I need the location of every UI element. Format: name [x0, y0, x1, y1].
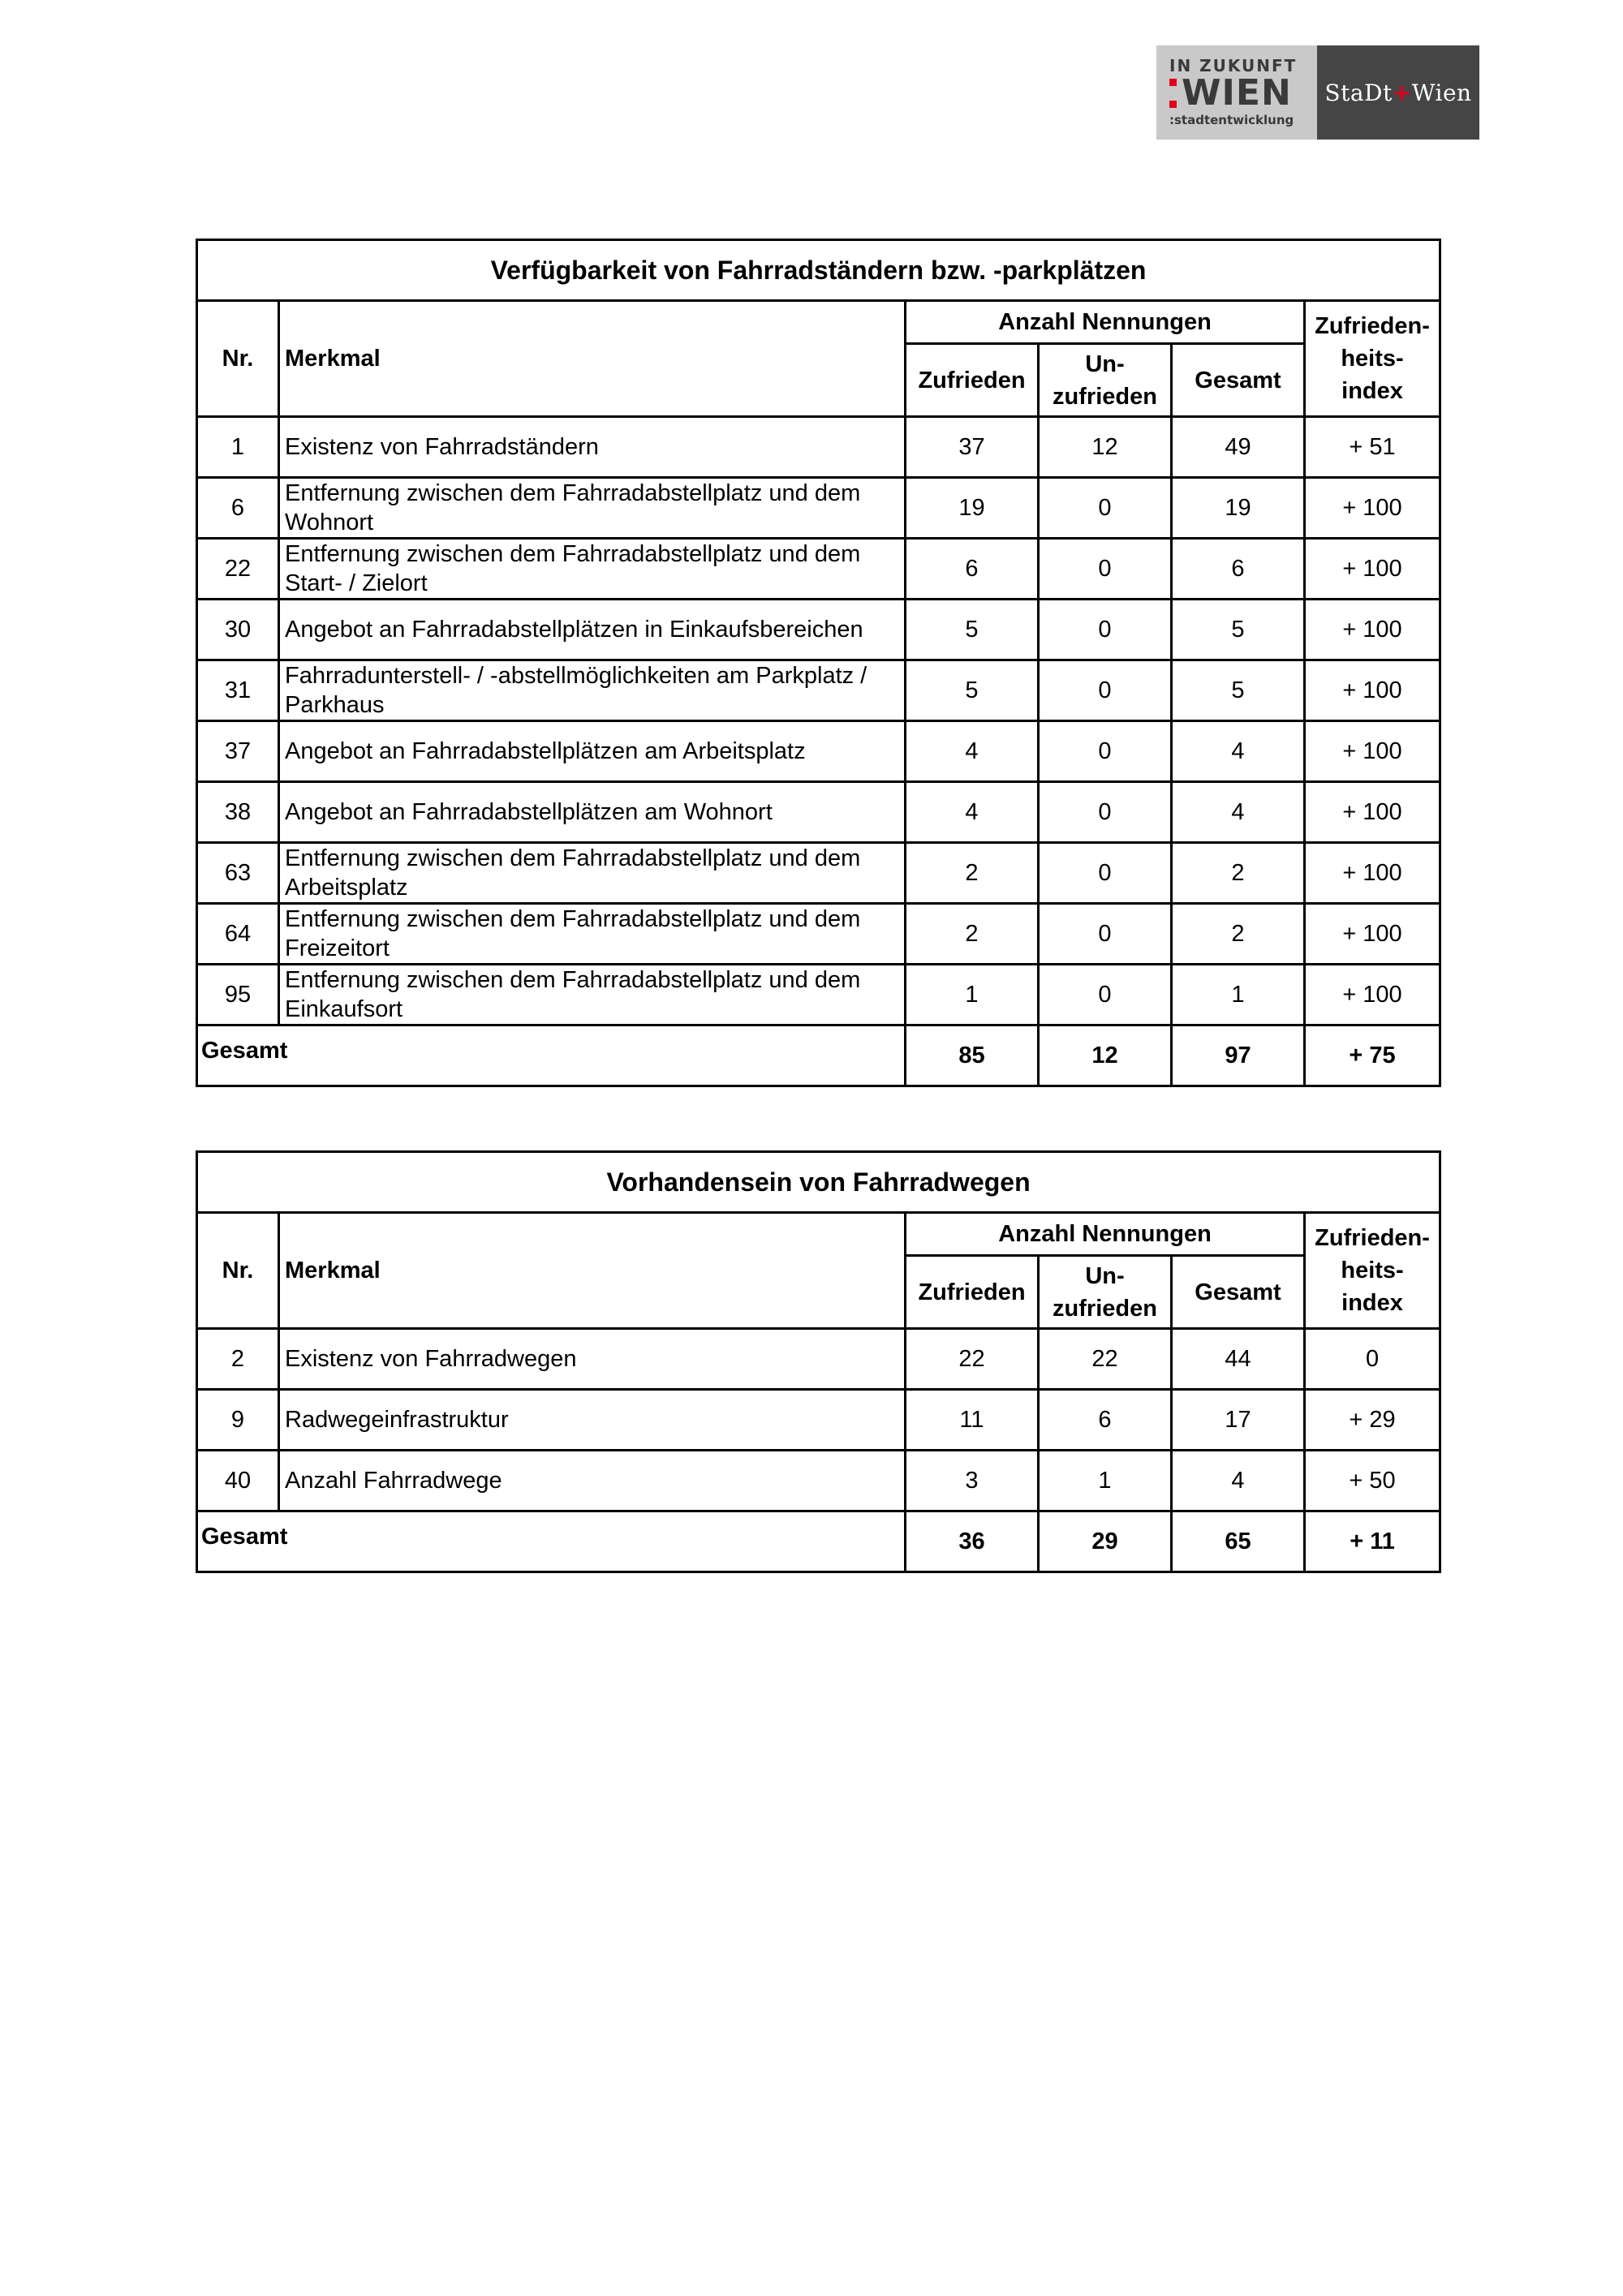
cell-merkmal: Entfernung zwischen dem Fahrradabstellplatz und dem Freizeitort — [279, 904, 906, 965]
cell-gesamt: 4 — [1172, 1451, 1305, 1511]
cell-index: 0 — [1305, 1329, 1440, 1390]
cell-unzufrieden: 0 — [1039, 843, 1172, 904]
cell-index: + 29 — [1305, 1390, 1440, 1451]
cell-merkmal: Entfernung zwischen dem Fahrradabstellplatz und dem Wohnort — [279, 478, 906, 539]
cell-unzufrieden: 0 — [1039, 600, 1172, 660]
cell-nr: 6 — [197, 478, 279, 539]
cell-zufrieden: 4 — [906, 782, 1039, 843]
cell-nr: 2 — [197, 1329, 279, 1390]
cell-zufrieden: 2 — [906, 904, 1039, 965]
cell-zufrieden: 4 — [906, 721, 1039, 782]
header-unzufrieden: Un- zufrieden — [1039, 1256, 1172, 1329]
header-merkmal: Merkmal — [279, 301, 906, 417]
cell-nr: 95 — [197, 965, 279, 1025]
cell-unzufrieden: 0 — [1039, 539, 1172, 600]
header-nr: Nr. — [197, 301, 279, 417]
cell-index: + 100 — [1305, 721, 1440, 782]
table-row — [197, 721, 1440, 782]
total-row — [197, 1025, 1440, 1086]
cell-merkmal: Existenz von Fahrradwegen — [279, 1329, 906, 1390]
header-zufrieden: Zufrieden — [906, 344, 1039, 417]
cell-nr: 31 — [197, 660, 279, 721]
cell-gesamt: 49 — [1172, 417, 1305, 478]
logo-line-1: IN ZUKUNFT — [1169, 56, 1298, 75]
header-anzahl-nennungen: Anzahl Nennungen — [906, 301, 1305, 344]
cell-zufrieden: 5 — [906, 660, 1039, 721]
table-row — [197, 417, 1440, 478]
total-unzufrieden: 12 — [1039, 1025, 1172, 1086]
header-gesamt: Gesamt — [1172, 344, 1305, 417]
cell-nr: 63 — [197, 843, 279, 904]
cell-zufrieden: 3 — [906, 1451, 1039, 1511]
logo — [1156, 45, 1479, 140]
cell-merkmal: Angebot an Fahrradabstellplätzen am Wohnort — [279, 782, 906, 843]
cell-index: + 51 — [1305, 417, 1440, 478]
cell-unzufrieden: 22 — [1039, 1329, 1172, 1390]
header-zufriedenheitsindex: Zufrieden- heits- index — [1305, 1213, 1440, 1329]
cell-gesamt: 4 — [1172, 721, 1305, 782]
table-fahrradstaender — [196, 239, 1441, 1087]
cell-gesamt: 4 — [1172, 782, 1305, 843]
cell-zufrieden: 22 — [906, 1329, 1039, 1390]
cell-index: + 100 — [1305, 660, 1440, 721]
header-gesamt: Gesamt — [1172, 1256, 1305, 1329]
header-anzahl-nennungen: Anzahl Nennungen — [906, 1213, 1305, 1256]
cell-nr: 38 — [197, 782, 279, 843]
table-row — [197, 1329, 1440, 1390]
cell-gesamt: 5 — [1172, 600, 1305, 660]
total-zufrieden: 36 — [906, 1511, 1039, 1572]
header-zufrieden: Zufrieden — [906, 1256, 1039, 1329]
table-title: Vorhandensein von Fahrradwegen — [197, 1152, 1440, 1213]
total-index: + 75 — [1305, 1025, 1440, 1086]
cell-merkmal: Angebot an Fahrradabstellplätzen in Einkaufsbereichen — [279, 600, 906, 660]
cell-merkmal: Anzahl Fahrradwege — [279, 1451, 906, 1511]
logo-stadt-text: StaDt+Wien — [1324, 79, 1472, 106]
logo-line-3: :stadtentwicklung — [1169, 113, 1294, 127]
logo-wordmark — [1169, 72, 1292, 114]
total-label: Gesamt — [197, 1511, 906, 1572]
cell-nr: 22 — [197, 539, 279, 600]
table-row — [197, 539, 1440, 600]
table-row — [197, 478, 1440, 539]
cell-zufrieden: 11 — [906, 1390, 1039, 1451]
table-title: Verfügbarkeit von Fahrradständern bzw. -parkplätzen — [197, 240, 1440, 301]
cell-zufrieden: 5 — [906, 600, 1039, 660]
cell-merkmal: Entfernung zwischen dem Fahrradabstellplatz und dem Arbeitsplatz — [279, 843, 906, 904]
total-gesamt: 97 — [1172, 1025, 1305, 1086]
table-row — [197, 782, 1440, 843]
logo-stadt-wien — [1317, 45, 1479, 140]
cell-gesamt: 44 — [1172, 1329, 1305, 1390]
cell-unzufrieden: 0 — [1039, 965, 1172, 1025]
total-gesamt: 65 — [1172, 1511, 1305, 1572]
cell-nr: 40 — [197, 1451, 279, 1511]
cell-index: + 100 — [1305, 478, 1440, 539]
table-row — [197, 904, 1440, 965]
cell-unzufrieden: 0 — [1039, 721, 1172, 782]
cell-merkmal: Angebot an Fahrradabstellplätzen am Arbeitsplatz — [279, 721, 906, 782]
cell-gesamt: 2 — [1172, 843, 1305, 904]
total-label: Gesamt — [197, 1025, 906, 1086]
cell-merkmal: Entfernung zwischen dem Fahrradabstellplatz und dem Einkaufsort — [279, 965, 906, 1025]
total-zufrieden: 85 — [906, 1025, 1039, 1086]
cell-index: + 100 — [1305, 539, 1440, 600]
cell-nr: 9 — [197, 1390, 279, 1451]
cell-zufrieden: 1 — [906, 965, 1039, 1025]
cell-unzufrieden: 6 — [1039, 1390, 1172, 1451]
cell-gesamt: 19 — [1172, 478, 1305, 539]
cell-index: + 100 — [1305, 965, 1440, 1025]
cell-zufrieden: 2 — [906, 843, 1039, 904]
table-row — [197, 1390, 1440, 1451]
table-row — [197, 843, 1440, 904]
cell-unzufrieden: 12 — [1039, 417, 1172, 478]
header-zufriedenheitsindex: Zufrieden- heits- index — [1305, 301, 1440, 417]
cell-index: + 50 — [1305, 1451, 1440, 1511]
logo-zukunft-wien — [1156, 45, 1317, 140]
table-fahrradwege — [196, 1150, 1441, 1573]
total-index: + 11 — [1305, 1511, 1440, 1572]
total-unzufrieden: 29 — [1039, 1511, 1172, 1572]
cell-zufrieden: 6 — [906, 539, 1039, 600]
cell-unzufrieden: 0 — [1039, 660, 1172, 721]
cell-nr: 30 — [197, 600, 279, 660]
cell-merkmal: Existenz von Fahrradständern — [279, 417, 906, 478]
cell-merkmal: Entfernung zwischen dem Fahrradabstellplatz und dem Start- / Zielort — [279, 539, 906, 600]
total-row — [197, 1511, 1440, 1572]
cell-unzufrieden: 0 — [1039, 904, 1172, 965]
cell-merkmal: Fahrradunterstell- / -abstellmöglichkeiten am Parkplatz / Parkhaus — [279, 660, 906, 721]
cross-icon: + — [1392, 79, 1412, 106]
cell-zufrieden: 19 — [906, 478, 1039, 539]
cell-gesamt: 5 — [1172, 660, 1305, 721]
header-merkmal: Merkmal — [279, 1213, 906, 1329]
table-row — [197, 600, 1440, 660]
logo-colon-icon — [1169, 79, 1177, 108]
header-nr: Nr. — [197, 1213, 279, 1329]
cell-zufrieden: 37 — [906, 417, 1039, 478]
cell-nr: 1 — [197, 417, 279, 478]
cell-gesamt: 17 — [1172, 1390, 1305, 1451]
cell-merkmal: Radwegeinfrastruktur — [279, 1390, 906, 1451]
cell-index: + 100 — [1305, 904, 1440, 965]
cell-unzufrieden: 0 — [1039, 478, 1172, 539]
cell-unzufrieden: 1 — [1039, 1451, 1172, 1511]
cell-gesamt: 1 — [1172, 965, 1305, 1025]
cell-nr: 37 — [197, 721, 279, 782]
cell-index: + 100 — [1305, 782, 1440, 843]
cell-index: + 100 — [1305, 600, 1440, 660]
logo-line-2: WIEN — [1182, 72, 1292, 114]
table-row — [197, 965, 1440, 1025]
cell-gesamt: 6 — [1172, 539, 1305, 600]
table-row — [197, 660, 1440, 721]
header-unzufrieden: Un- zufrieden — [1039, 344, 1172, 417]
cell-nr: 64 — [197, 904, 279, 965]
cell-gesamt: 2 — [1172, 904, 1305, 965]
cell-index: + 100 — [1305, 843, 1440, 904]
table-row — [197, 1451, 1440, 1511]
cell-unzufrieden: 0 — [1039, 782, 1172, 843]
